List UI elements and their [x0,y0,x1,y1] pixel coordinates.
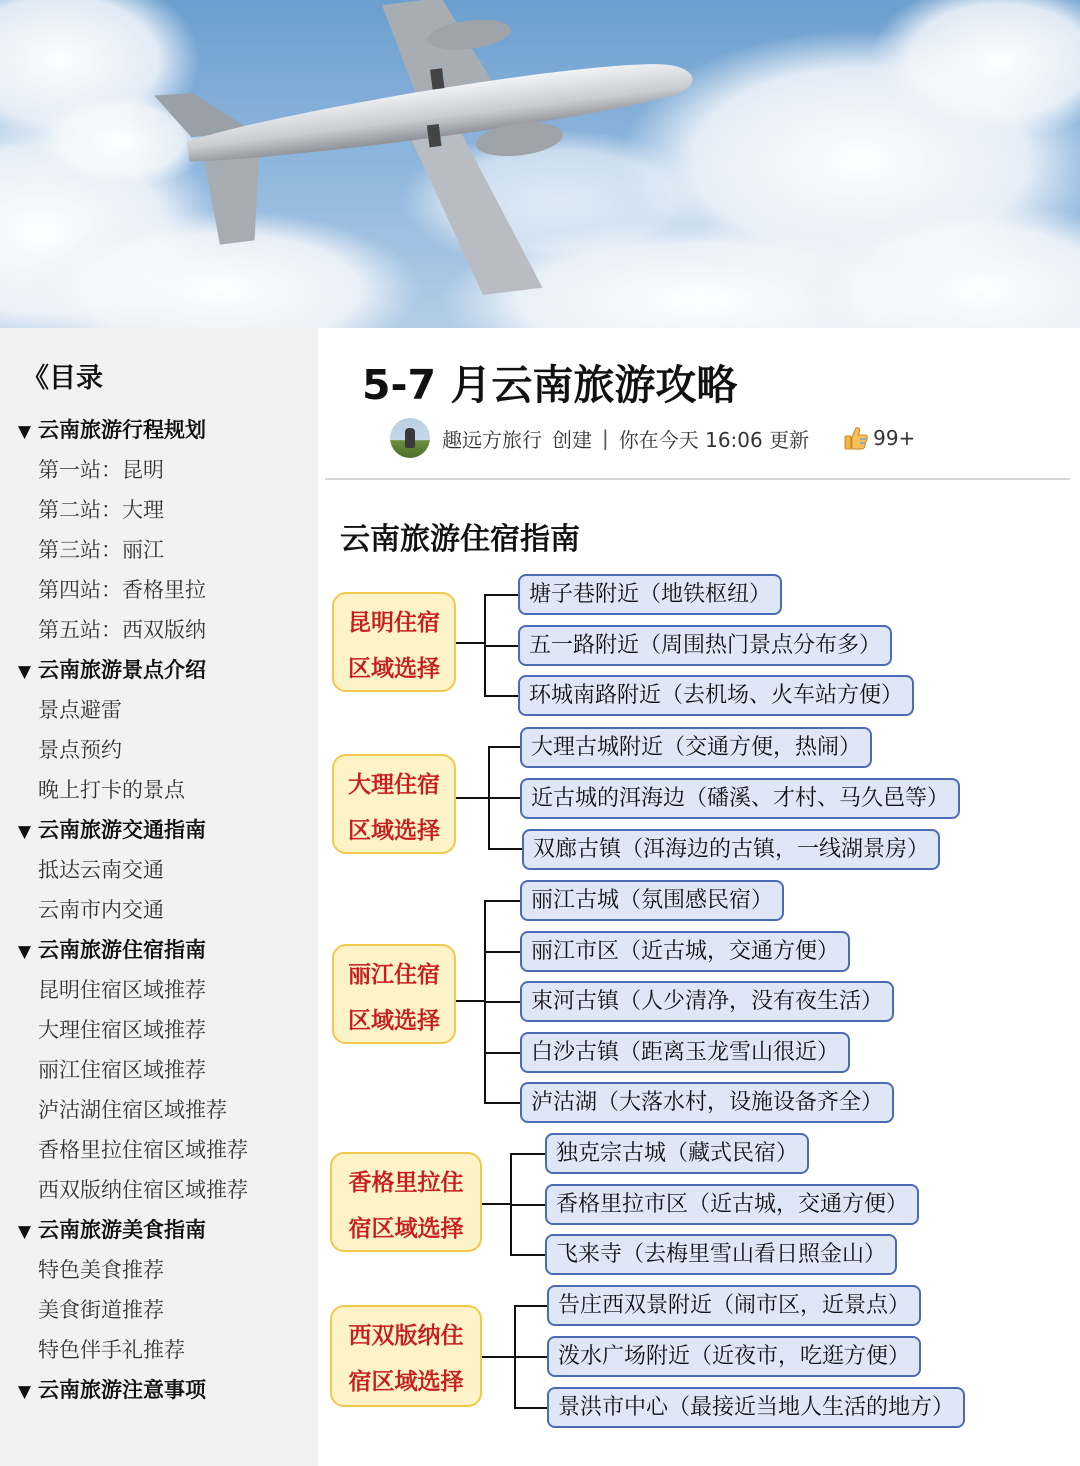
toc-section-label: 云南旅游住宿指南 [38,938,206,962]
triangle-down-icon: ▼ [18,822,32,842]
doc-meta [390,418,915,458]
toc-section-food[interactable] [18,1214,206,1244]
leaf-node[interactable]: 塘子巷附近（地铁枢纽） [518,574,782,615]
city-node-xishuangbanna[interactable] [330,1305,482,1407]
toc-section-itinerary[interactable] [18,414,206,444]
leaf-node[interactable]: 大理古城附近（交通方便，热闹） [520,727,872,768]
triangle-down-icon: ▼ [18,1222,32,1242]
leaf-node[interactable]: 香格里拉市区（近古城，交通方便） [545,1184,919,1225]
leaf-node[interactable]: 独克宗古城（藏式民宿） [545,1133,809,1174]
toc-item[interactable]: 昆明住宿区域推荐 [38,978,206,1002]
toc-item[interactable]: 特色伴手礼推荐 [38,1338,185,1362]
connector [484,951,520,953]
toc-item[interactable]: 第一站：昆明 [38,458,164,482]
triangle-down-icon: ▼ [18,942,32,962]
connector [456,642,486,644]
leaf-node[interactable]: 泼水广场附近（近夜市，吃逛方便） [547,1336,921,1377]
city-label-line1: 丽江住宿 [348,962,440,988]
connector [514,1407,548,1409]
connector [484,1102,520,1104]
city-label-line2: 区域选择 [348,818,440,844]
toc-section-label: 云南旅游注意事项 [38,1378,206,1402]
table-of-contents [0,328,318,1466]
author-name[interactable]: 趣远方旅行 [442,427,542,452]
connector [456,1000,486,1002]
toc-item[interactable]: 香格里拉住宿区域推荐 [38,1138,248,1162]
city-label-line2: 宿区域选择 [348,1369,464,1395]
avatar[interactable] [390,418,430,458]
toc-section-label: 云南旅游行程规划 [38,418,206,442]
city-label-line1: 大理住宿 [348,772,440,798]
toc-item[interactable]: 景点预约 [38,738,122,762]
city-node-kunming[interactable] [332,592,456,692]
hero-airplane-image [0,0,1080,328]
connector [484,645,518,647]
connector [510,1204,546,1206]
like-button[interactable] [843,425,915,451]
city-label-line1: 香格里拉住 [348,1170,464,1196]
leaf-node[interactable]: 双廊古镇（洱海边的古镇，一线湖景房） [522,829,940,870]
toc-item[interactable]: 第三站：丽江 [38,538,164,562]
toc-item[interactable]: 第二站：大理 [38,498,164,522]
connector [510,1153,546,1155]
thumbs-up-icon [843,425,869,451]
connector [488,797,521,799]
toc-item[interactable]: 美食街道推荐 [38,1298,164,1322]
leaf-node[interactable]: 环城南路附近（去机场、火车站方便） [518,675,914,716]
connector [514,1356,548,1358]
toc-section-notes[interactable] [18,1374,206,1404]
leaf-node[interactable]: 景洪市中心（最接近当地人生活的地方） [547,1387,965,1428]
toc-section-attractions[interactable] [18,654,206,684]
toc-title[interactable]: 《目录 [22,363,103,394]
toc-item[interactable]: 抵达云南交通 [38,858,164,882]
leaf-node[interactable]: 告庄西双景附近（闹市区，近景点） [547,1285,921,1326]
connector [484,695,518,697]
leaf-node[interactable]: 泸沽湖（大落水村，设施设备齐全） [520,1082,894,1123]
page-title: 5-7 月云南旅游攻略 [362,361,738,409]
toc-section-label: 云南旅游美食指南 [38,1218,206,1242]
updated-time: 你在今天 16:06 更新 [618,427,810,452]
toc-item[interactable]: 晚上打卡的景点 [38,778,185,802]
toc-item[interactable]: 云南市内交通 [38,898,164,922]
connector [484,1001,520,1003]
toc-section-label: 云南旅游景点介绍 [38,658,206,682]
toc-section-label: 云南旅游交通指南 [38,818,206,842]
leaf-node[interactable]: 丽江市区（近古城，交通方便） [520,931,850,972]
toc-item[interactable]: 泸沽湖住宿区域推荐 [38,1098,227,1122]
connector [484,1052,520,1054]
city-label-line1: 西双版纳住 [348,1323,464,1349]
city-node-shangrila[interactable] [330,1152,482,1252]
connector [514,1305,548,1307]
leaf-node[interactable]: 束河古镇（人少清净，没有夜生活） [520,981,894,1022]
city-label-line2: 宿区域选择 [348,1216,464,1242]
connector [488,746,521,748]
created-label: 创建 [552,427,592,452]
city-label-line1: 昆明住宿 [348,610,440,636]
connector [510,1254,546,1256]
toc-item[interactable]: 第五站：西双版纳 [38,618,206,642]
leaf-node[interactable]: 白沙古镇（距离玉龙雪山很近） [520,1032,850,1073]
city-label-line2: 区域选择 [348,656,440,682]
toc-item[interactable]: 景点避雷 [38,698,122,722]
city-label-line2: 区域选择 [348,1008,440,1034]
toc-item[interactable]: 第四站：香格里拉 [38,578,206,602]
leaf-node[interactable]: 五一路附近（周围热门景点分布多） [518,625,892,666]
triangle-down-icon: ▼ [18,422,32,442]
toc-item[interactable]: 西双版纳住宿区域推荐 [38,1178,248,1202]
connector [482,1356,516,1358]
toc-section-lodging[interactable] [18,934,206,964]
triangle-down-icon: ▼ [18,1382,32,1402]
header-divider [325,478,1070,480]
toc-item[interactable]: 丽江住宿区域推荐 [38,1058,206,1082]
toc-section-transport[interactable] [18,814,206,844]
meta-separator: | [602,426,609,450]
city-node-dali[interactable] [332,754,456,854]
triangle-down-icon: ▼ [18,662,32,682]
toc-item[interactable]: 特色美食推荐 [38,1258,164,1282]
section-heading: 云南旅游住宿指南 [340,522,580,557]
connector [456,797,490,799]
leaf-node[interactable]: 丽江古城（氛围感民宿） [520,880,784,921]
leaf-node[interactable]: 近古城的洱海边（磻溪、才村、马久邑等） [520,778,960,819]
toc-item[interactable]: 大理住宿区域推荐 [38,1018,206,1042]
connector [482,1203,512,1205]
connector [484,900,520,902]
leaf-node[interactable]: 飞来寺（去梅里雪山看日照金山） [545,1234,897,1275]
like-count: 99+ [873,426,916,450]
connector [488,848,523,850]
connector [484,594,518,596]
city-node-lijiang[interactable] [332,944,456,1044]
